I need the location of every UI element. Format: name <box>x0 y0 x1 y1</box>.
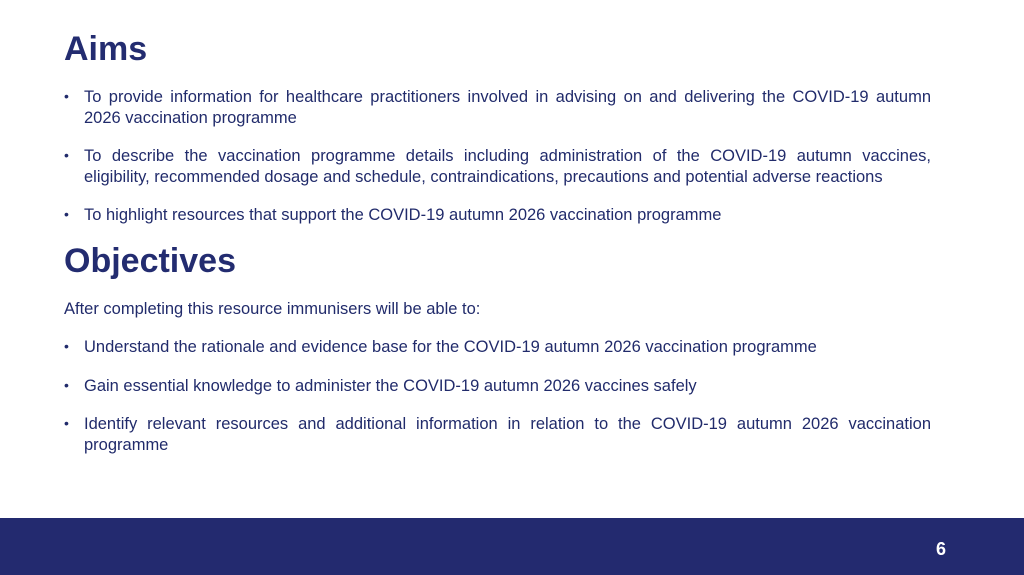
objectives-list-item <box>64 414 931 455</box>
objectives-heading: Objectives <box>64 241 236 280</box>
objectives-list-item <box>64 376 931 397</box>
objectives-item-text: Identify relevant resources and additional information in relation to the COVID-19 autumn 2026 vaccination programme <box>84 415 931 454</box>
footer-bar <box>0 518 1024 575</box>
aims-heading: Aims <box>64 30 148 68</box>
bullet-icon: • <box>64 338 69 355</box>
bullet-icon: • <box>64 376 69 393</box>
bullet-icon: • <box>64 147 69 164</box>
aims-list <box>64 87 931 226</box>
objectives-list <box>64 337 931 455</box>
objectives-intro: After completing this resource immunisers will be able to: <box>64 299 481 318</box>
bullet-icon: • <box>64 206 69 223</box>
objectives-item-text: Understand the rationale and evidence base for the COVID-19 autumn 2026 vaccination programme <box>84 338 817 357</box>
aims-item-text: To highlight resources that support the COVID-19 autumn 2026 vaccination programme <box>84 206 722 225</box>
aims-list-item <box>64 205 931 226</box>
aims-list-item <box>64 146 931 187</box>
bullet-icon: • <box>64 88 69 105</box>
page-number: 6 <box>935 539 946 559</box>
objectives-list-item <box>64 337 931 358</box>
aims-item-text: To provide information for healthcare practitioners involved in advising on and delivering the COVID-19 autumn 2026 vaccination programme <box>84 88 931 127</box>
objectives-item-text: Gain essential knowledge to administer the COVID-19 autumn 2026 vaccines safely <box>84 376 697 395</box>
bullet-icon: • <box>64 415 69 432</box>
slide-content <box>64 30 931 455</box>
aims-item-text: To describe the vaccination programme details including administration of the COVID-19 autumn vaccines, eligibility, recommended dosage and schedule, contraindications, precautions and potential adverse reactions <box>84 147 931 186</box>
aims-list-item <box>64 87 931 128</box>
